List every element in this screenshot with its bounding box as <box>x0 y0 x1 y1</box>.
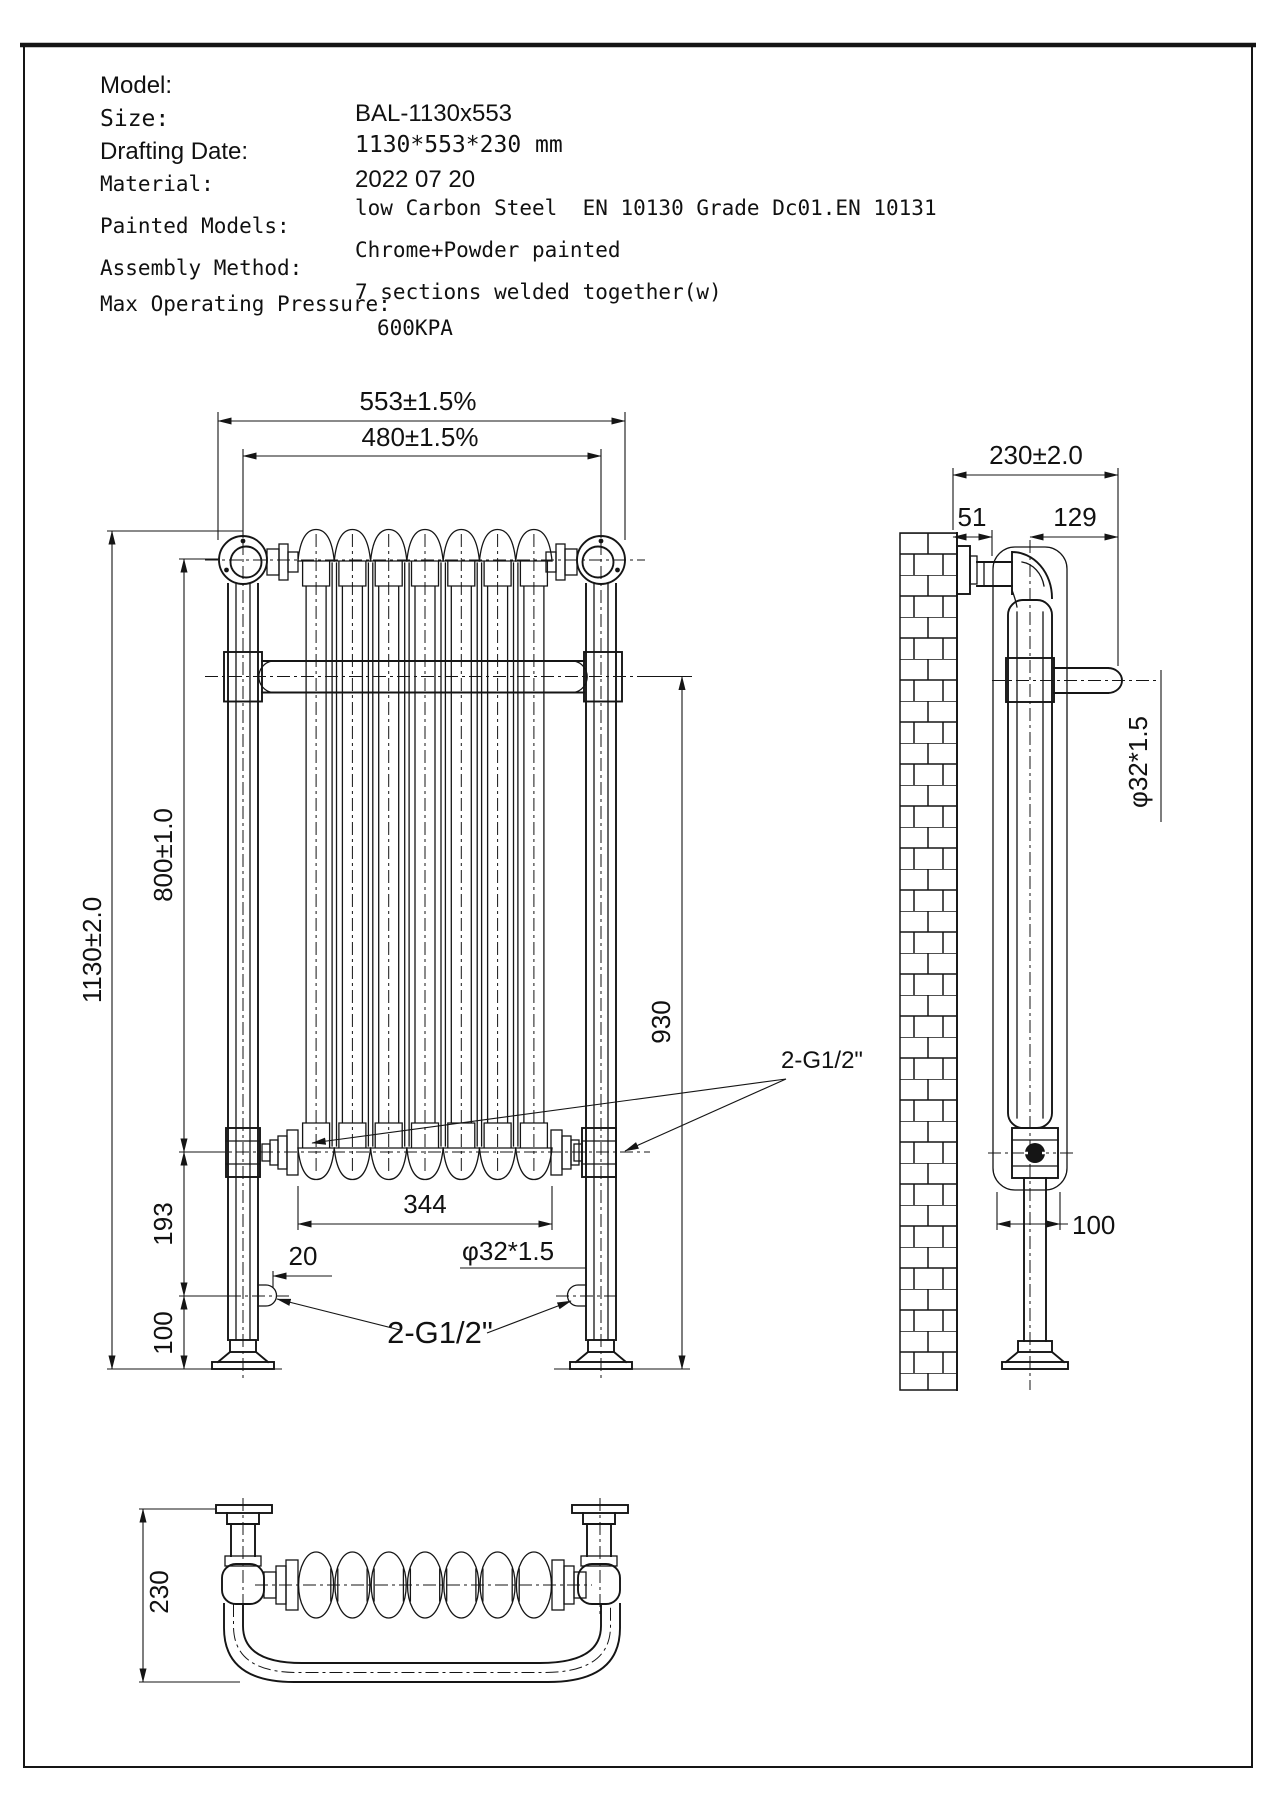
dim-front-centre-width: 480±1.5% <box>361 422 479 452</box>
dim-front-overall-height: 1130±2.0 <box>77 896 107 1004</box>
spec-value: BAL-1130x553 <box>355 100 513 127</box>
dim-front-20: 20 <box>288 1241 318 1271</box>
front-view <box>77 386 863 1378</box>
dim-side-100: 100 <box>1072 1210 1116 1240</box>
spec-value: 1130*553*230 mm <box>355 132 563 158</box>
brick-wall <box>900 533 957 1390</box>
dim-side-depth: 230±2.0 <box>989 440 1083 470</box>
dim-front-overall-width: 553±1.5% <box>359 386 477 416</box>
dim-front-930: 930 <box>646 1000 676 1044</box>
plan-dimensions <box>139 1509 240 1682</box>
spec-label: Max Operating Pressure: <box>100 292 391 316</box>
centerlines <box>205 518 692 1378</box>
plan-loop <box>224 1604 620 1682</box>
dim-plan-depth: 230 <box>144 1570 174 1614</box>
spec-label: Assembly Method: <box>100 256 303 280</box>
spec-label: Painted Models: <box>100 214 290 238</box>
front-tapping-note: 2-G1/2" <box>781 1047 863 1074</box>
spec-label: Drafting Date: <box>100 138 249 165</box>
spec-value: Chrome+Powder painted <box>355 238 621 262</box>
plan-centerlines <box>243 1498 600 1614</box>
side-dimensions <box>953 440 1161 1240</box>
posts <box>228 584 616 1340</box>
front-inlet-note: 2-G1/2" <box>387 1315 493 1350</box>
dim-front-800: 800±1.0 <box>148 808 178 902</box>
dim-side-51: 51 <box>957 502 987 532</box>
spec-value: 600KPA <box>377 316 453 340</box>
side-view <box>900 440 1161 1390</box>
spec-value: 7 sections welded together(w) <box>355 280 722 304</box>
spec-label: Model: <box>100 72 173 99</box>
spec-label: Size: <box>100 106 170 132</box>
spec-label: Material: <box>100 172 214 196</box>
side-foot <box>1002 1178 1068 1369</box>
dim-side-129: 129 <box>1053 502 1097 532</box>
spec-value: low Carbon Steel EN 10130 Grade Dc01.EN 10131 <box>355 196 937 220</box>
dim-front-344: 344 <box>403 1189 447 1219</box>
dim-front-193: 193 <box>148 1202 178 1246</box>
spec-value: 2022 07 20 <box>355 166 476 193</box>
side-bracket <box>957 546 1012 594</box>
top-fitting-left <box>267 544 298 580</box>
front-pipe-spec: φ32*1.5 <box>462 1236 555 1266</box>
plan-view <box>139 1498 628 1682</box>
radiator-sections <box>298 530 552 1180</box>
side-elbow <box>1012 552 1052 607</box>
dim-front-100: 100 <box>148 1311 178 1355</box>
side-pipe-spec: φ32*1.5 <box>1123 715 1153 809</box>
